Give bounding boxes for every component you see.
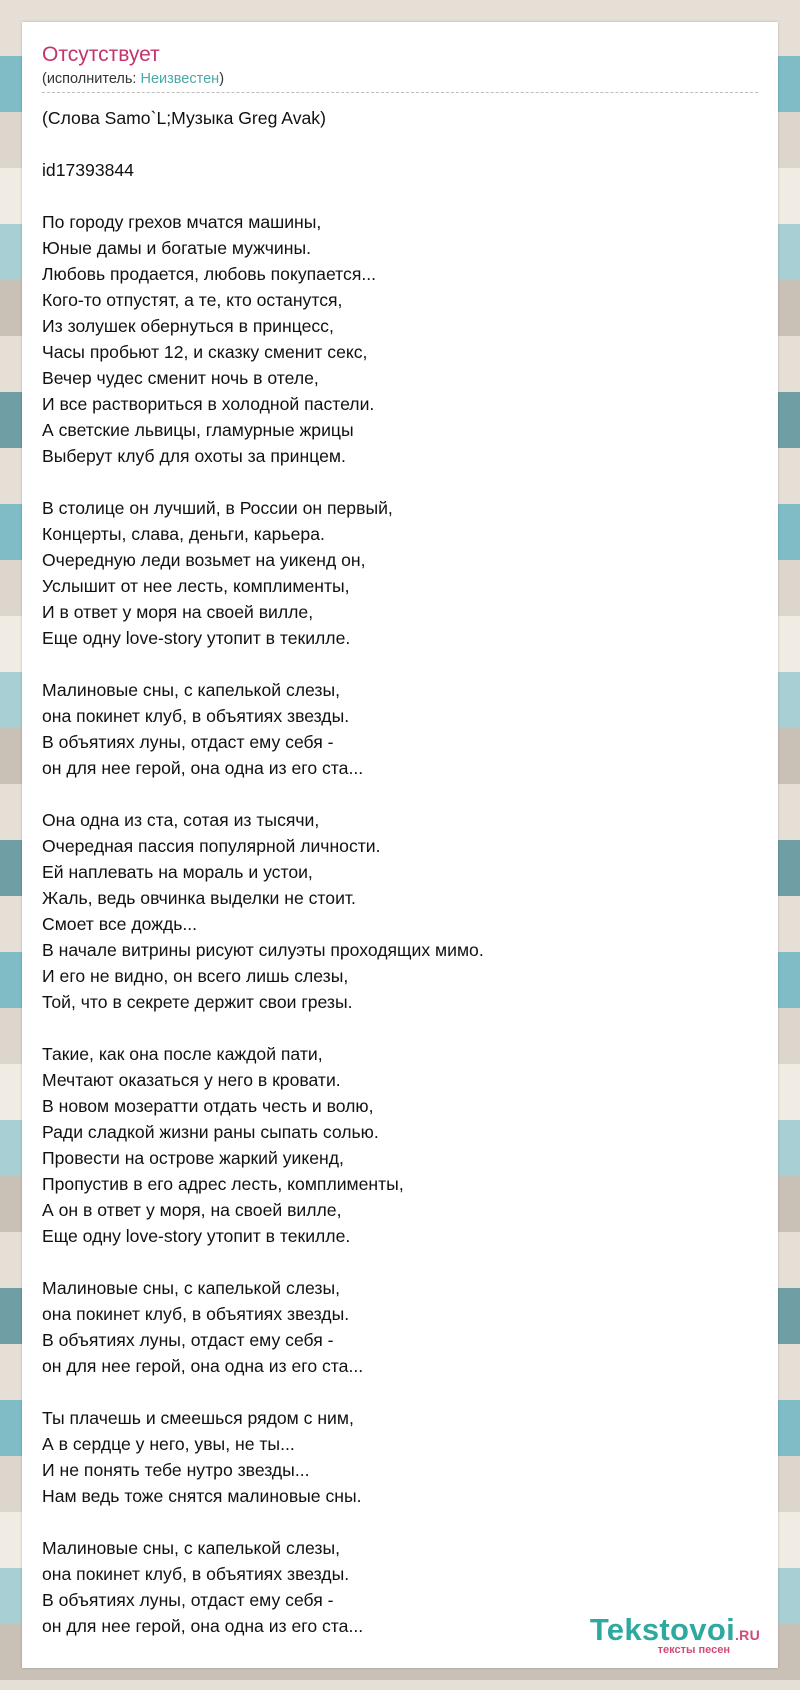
song-title: Отсутствует <box>42 43 160 66</box>
performer-line <box>42 72 224 87</box>
lyrics-text: (Слова Samo`L;Музыка Greg Avak) id17393844 По городу грехов мчатся машины, Юные дамы и богатые мужчины. Любовь продается, любовь покупается... Кого-то отпустят, а те, кто останутся, Из золушек обернуться в принцесс, Часы пробьют 12, и сказку сменит секс, Вечер чудес сменит ночь в отеле, И все раствориться в холодной пастели. А светские львицы, гламурные жрицы Выберут клуб для охоты за принцем. В столице он лучший, в России он первый, Концерты, слава, деньги, карьера. Очередную леди возьмет на уикенд он, Услышит от нее лесть, комплименты, И в ответ у моря на своей вилле, Еще одну love-story утопит в текилле. Малиновые сны, с капелькой слезы, она покинет клуб, в объятиях звезды. В объятиях луны, отдаст ему себя - он для нее герой, она одна из его ста... Она одна из ста, сотая из тысячи, Очередная пассия популярной личности. Ей наплевать на мораль и устои, Жаль, ведь овчинка выделки не стоит. Смоет все дождь... В начале витрины рисуют силуэты проходящих мимо. И его не видно, он всего лишь слезы, Той, что в секрете держит свои грезы. Такие, как она после каждой пати, Мечтают оказаться у него в кровати. В новом мозератти отдать честь и волю, Ради сладкой жизни раны сыпать солью. Провести на острове жаркий уикенд, Пропустив в его адрес лесть, комплименты, А он в ответ у моря, на своей вилле, Еще одну love-story утопит в текилле. Малиновые сны, с капелькой слезы, она покинет клуб, в объятиях звезды. В объятиях луны, отдаст ему себя - он для нее герой, она одна из его ста... Ты плачешь и смеешься рядом с ним, А в сердце у него, увы, не ты... И не понять тебе нутро звезды... Нам ведь тоже снятся малиновые сны. Малиновые сны, с капелькой слезы, она покинет клуб, в объятиях звезды. В объятиях луны, отдаст ему себя - он для нее герой, она одна из его ста... <box>42 108 484 1636</box>
header-divider <box>42 92 758 93</box>
performer-link[interactable]: Неизвестен <box>140 71 220 87</box>
performer-suffix: ) <box>219 71 225 87</box>
logo-name: Tekstovoi <box>589 1612 735 1647</box>
logo-tagline: тексты песен <box>657 1644 730 1656</box>
logo-wordmark <box>590 1614 760 1645</box>
performer-prefix: (исполнитель: <box>42 71 141 87</box>
logo-domain: .RU <box>734 1627 760 1643</box>
site-logo[interactable] <box>590 1614 760 1656</box>
lyrics-card <box>22 22 778 1668</box>
